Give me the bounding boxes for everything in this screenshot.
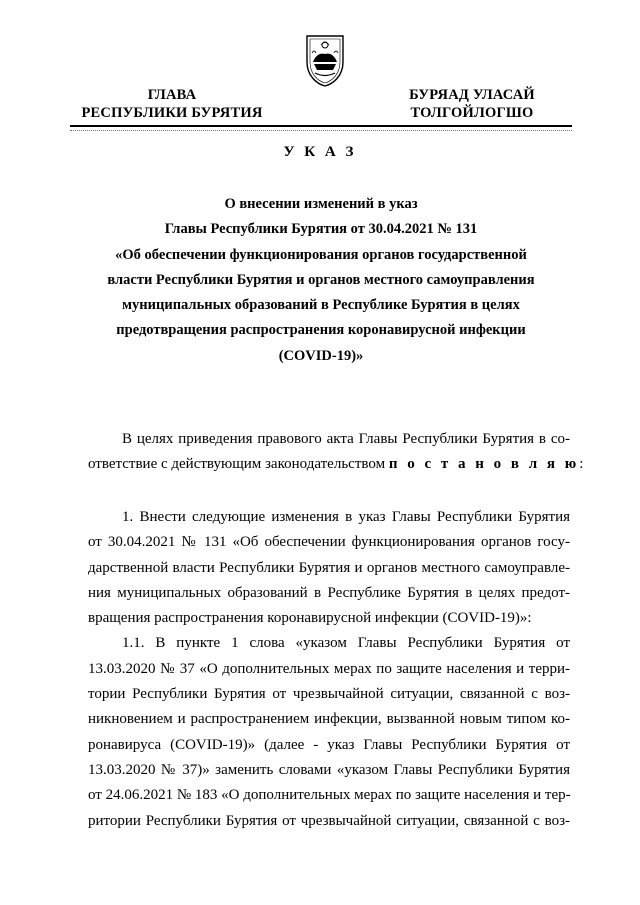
decree-word: п о с т а н о в л я ю [388, 456, 580, 473]
issuer-buryat-line-2: ТОЛГОЙЛОГШО [410, 105, 534, 121]
header-divider-dotted [70, 130, 572, 131]
title-line: (COVID-19)» [278, 347, 364, 364]
body-line: вращения распространения коронавирусной инфекции (COVID-19)»: [88, 610, 532, 627]
title-line: власти Республики Бурятия и органов местного самоуправления [107, 271, 535, 288]
issuer-line-1: ГЛАВА [147, 87, 197, 103]
body-line: от 24.06.2021 № 183 «О дополнительных мерах по защите населения и тер- [88, 787, 571, 804]
preamble-line [88, 452, 584, 477]
title-line: предотвращения распространения коронавирусной инфекции [116, 322, 526, 339]
preamble-paragraph [88, 427, 584, 478]
body-line: ритории Республики Бурятия от чрезвычайной ситуации, связанной с воз- [88, 812, 570, 829]
body-line: от 30.04.2021 № 131 «Об обеспечении функционирования органов госу- [88, 534, 570, 551]
issuer-header-buryat [372, 86, 572, 122]
preamble-colon: : [579, 456, 584, 473]
header-divider-solid [70, 125, 572, 127]
body-line: ронавируса (COVID-19)» (далее - указ Главы Республики Бурятия от [88, 736, 570, 753]
body-line: 1. Внести следующие изменения в указ Главы Республики Бурятия [122, 509, 570, 525]
coat-of-arms-emblem [303, 32, 347, 88]
body-line: 13.03.2020 № 37)» заменить словами «указом Главы Республики Бурятия [88, 761, 570, 778]
body-line: никновением и распространением инфекции, вызванной новым типом ко- [88, 711, 570, 728]
document-title [80, 192, 562, 369]
issuer-line-2: РЕСПУБЛИКИ БУРЯТИЯ [81, 105, 263, 121]
title-line: муниципальных образований в Республике Бурятия в целях [122, 297, 520, 314]
preamble-text: ответствие с действующим законодательством [88, 456, 389, 473]
document-type: У К А З [283, 144, 357, 160]
body-line: дарственной власти Республики Бурятия и органов местного самоуправле- [88, 559, 570, 576]
body-text [88, 505, 570, 834]
title-line: О внесении изменений в указ [224, 196, 418, 212]
body-line: тории Республики Бурятия от чрезвычайной ситуации, связанной с воз- [88, 686, 570, 703]
body-line: 1.1. В пункте 1 слова «указом Главы Республики Бурятия от [122, 635, 570, 652]
issuer-header-russian [72, 86, 272, 122]
body-line: ния муниципальных образований в Республике Бурятия в целях предот- [88, 584, 570, 601]
issuer-buryat-line-1: БУРЯАД УЛАСАЙ [409, 87, 535, 103]
preamble-line: В целях приведения правового акта Главы Республики Бурятия в со- [122, 431, 570, 447]
body-line: 13.03.2020 № 37 «О дополнительных мерах по защите населения и терри- [88, 660, 570, 677]
title-line: «Об обеспечении функционирования органов государственной [115, 246, 527, 263]
title-line: Главы Республики Бурятия от 30.04.2021 № 131 [164, 221, 478, 238]
